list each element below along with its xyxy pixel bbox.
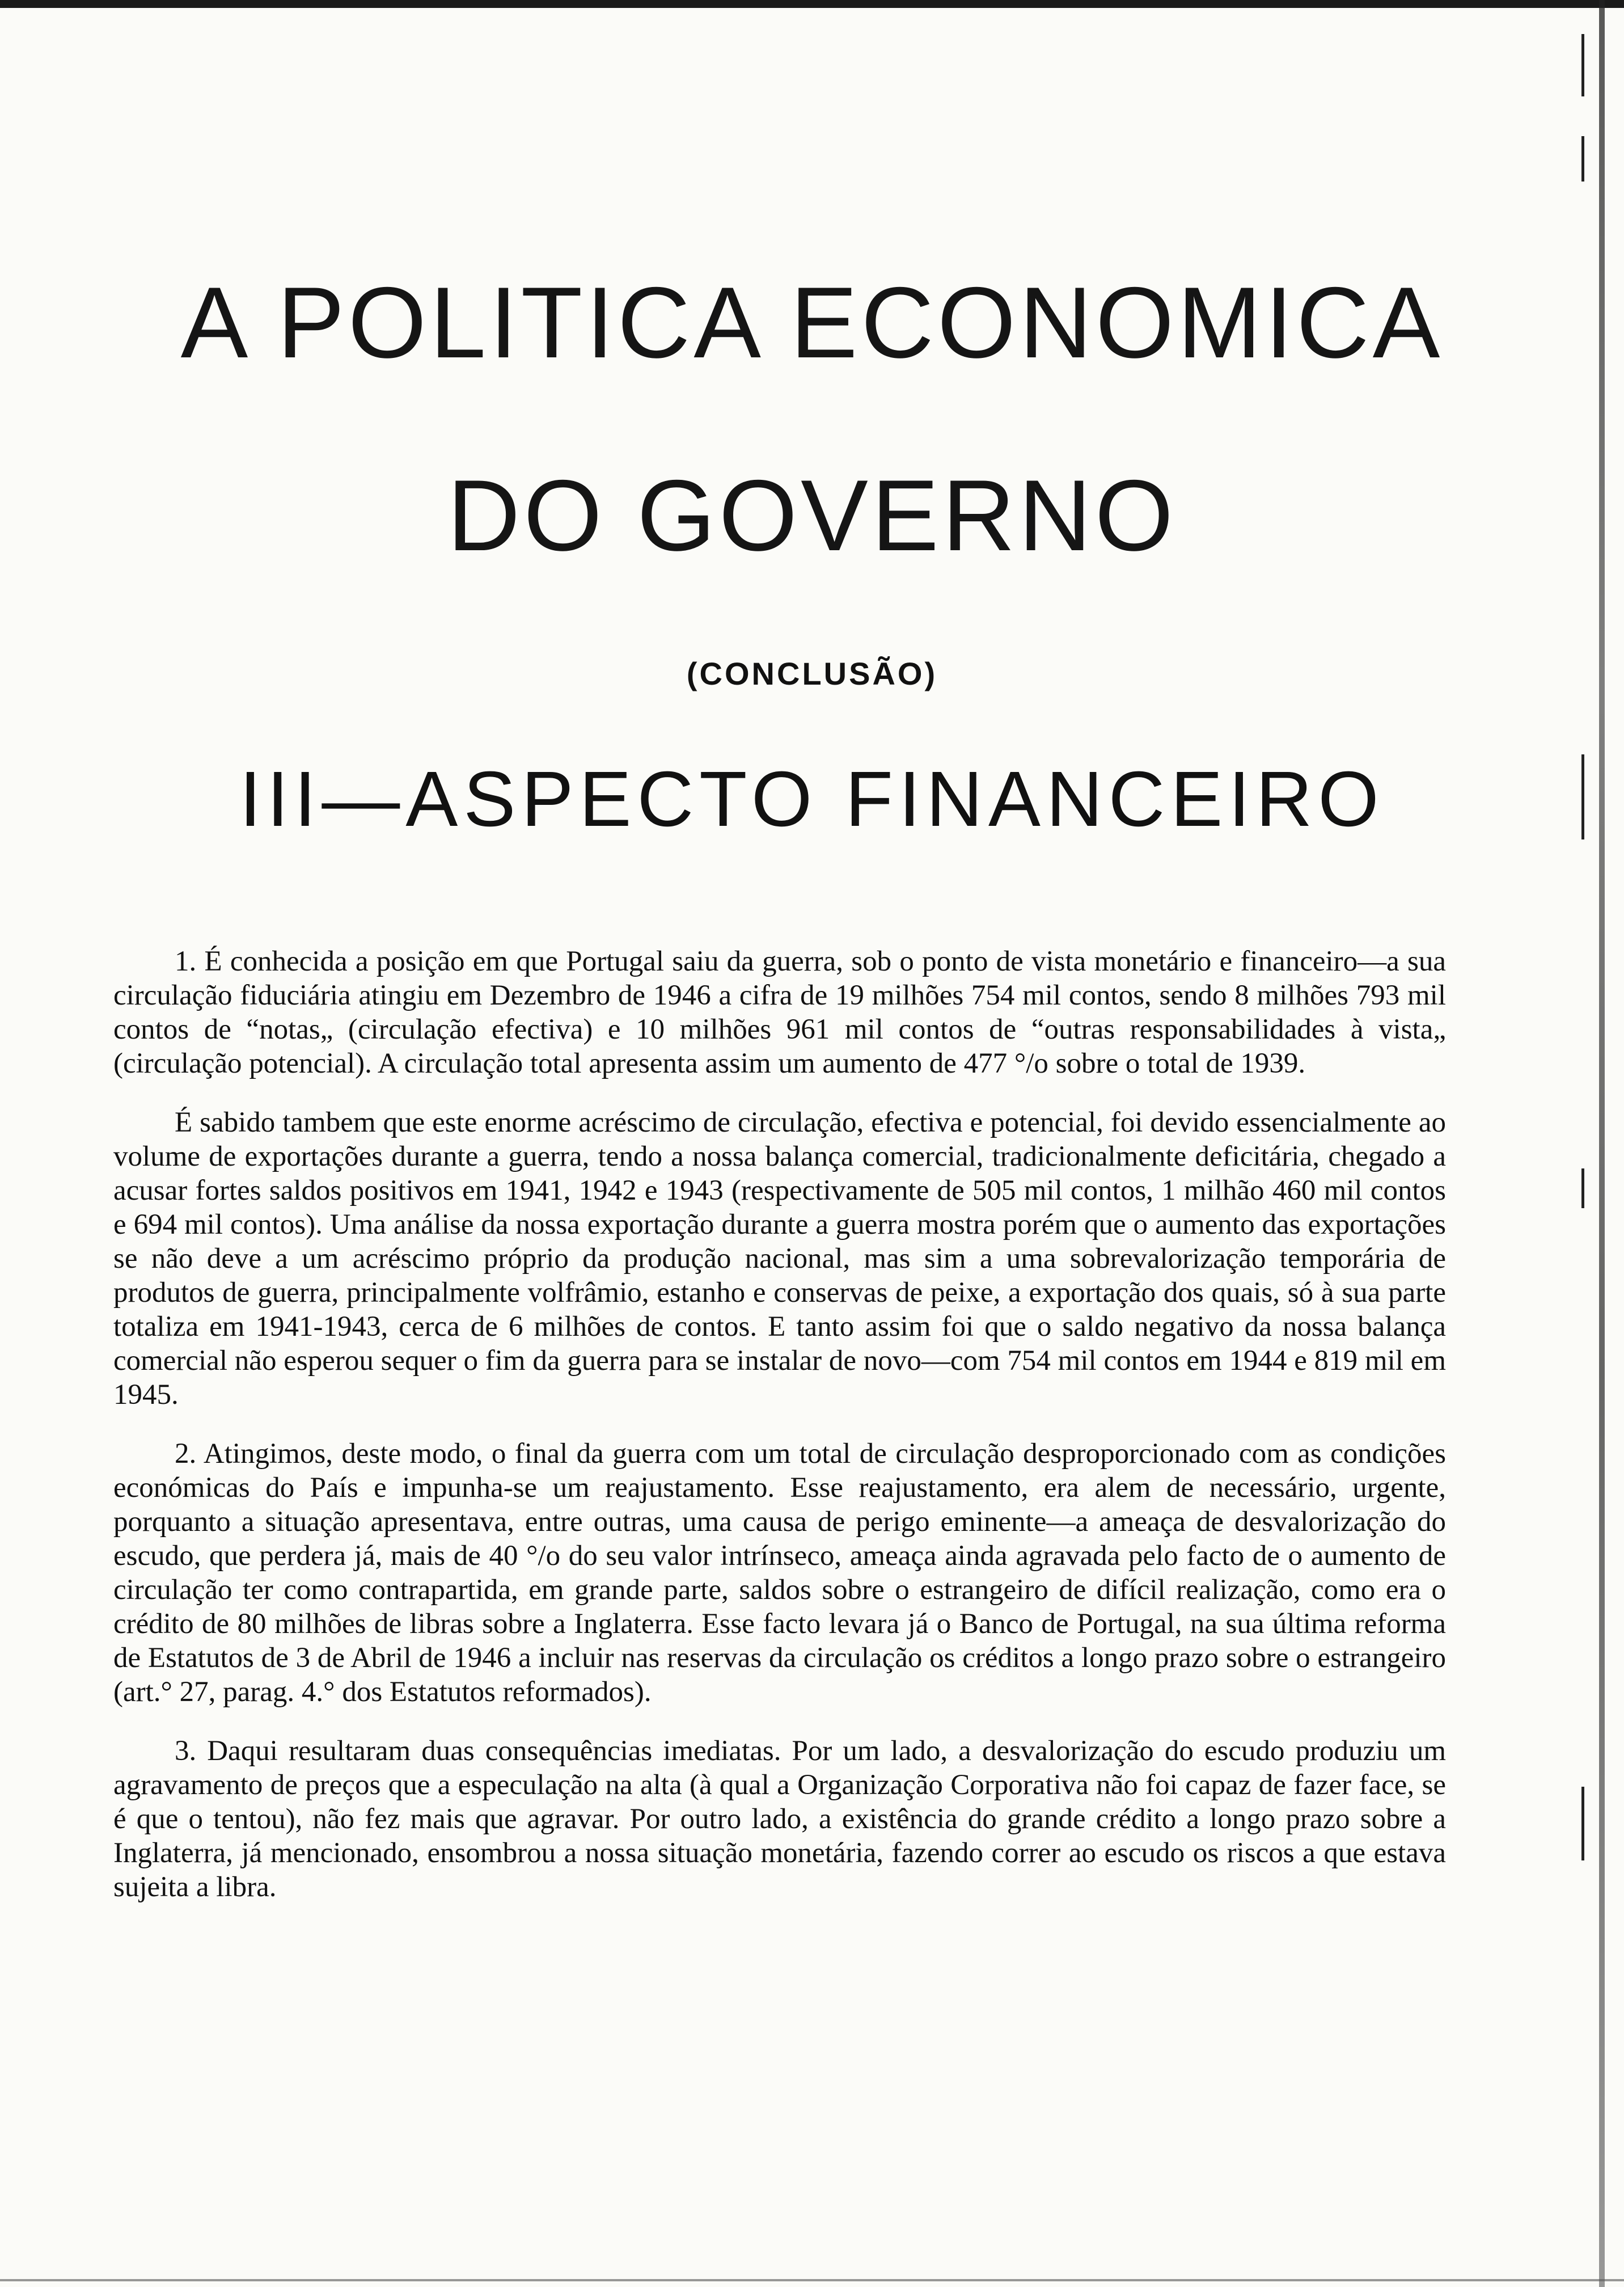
- paragraph-1: 1. É conhecida a posição em que Portugal saiu da guerra, sob o ponto de vista monetário e financeiro—a sua circulação fiduciária atingiu em Dezembro de 1946 a cifra de 19 milhões 754 mil contos, sendo 8 milhões 793 mil contos de “notas„ (circulação efectiva) e 10 milhões 961 mil contos de “outras responsabilidades à vista„ (circulação potencial). A circulação total apresenta assim um aumento de 477 °/o sobre o total de 1939.: [113, 946, 1446, 1079]
- article-body: [113, 944, 1446, 1929]
- page-bottom-border: [0, 2279, 1624, 2281]
- margin-mark: [1581, 136, 1584, 182]
- margin-mark: [1581, 34, 1584, 96]
- margin-mark: [1581, 1168, 1584, 1208]
- article-title-line-2: DO GOVERNO: [447, 459, 1177, 572]
- section-heading: III—ASPECTO FINANCEIRO: [239, 756, 1385, 843]
- margin-mark: [1581, 1787, 1584, 1860]
- article-subtitle: (CONCLUSÃO): [686, 656, 938, 691]
- paragraph-3: 2. Atingimos, deste modo, o final da guerra com um total de circulação desproporcionado com as condições económicas do País e impunha-se um reajustamento. Esse reajustamento, era alem de necessário, urgente, porquanto a situação apresentava, entre outras, uma causa de perigo eminente—a ameaça de desvalorização do escudo, que perdera já, mais de 40 °/o do seu valor intrínseco, ameaça ainda agravada pelo facto de o aumento de circulação ter como contrapartida, em grande parte, saldos sobre o estrangeiro de difícil realização, como era o crédito de 80 milhões de libras sobre a Inglaterra. Esse facto levara já o Banco de Portugal, na sua última reforma de Estatutos de 3 de Abril de 1946 a incluir nas reservas da circulação os créditos a longo prazo sobre o estrangeiro (art.° 27, parag. 4.° dos Estatutos reformados).: [113, 1438, 1446, 1708]
- page-top-border: [0, 0, 1624, 8]
- article-title-line-1: A POLITICA ECONOMICA: [180, 266, 1444, 379]
- paragraph-2: É sabido tambem que este enorme acréscimo de circulação, efectiva e potencial, foi devido essencialmente ao volume de exportações durante a guerra, tendo a nossa balança comercial, tradicionalmente deficitária, chegado a acusar fortes saldos positivos em 1941, 1942 e 1943 (respectivamente de 505 mil contos, 1 milhão 460 mil contos e 694 mil contos). Uma análise da nossa exportação durante a guerra mostra porém que o aumento das exportações se não deve a um acréscimo próprio da produção nacional, mas sim a uma sobrevalorização temporária de produtos de guerra, principalmente volfrâmio, estanho e conservas de peixe, a exportação dos quais, só à sua parte totaliza em 1941-1943, cerca de 6 milhões de contos. E tanto assim foi que o saldo negativo da nossa balança comercial não esperou sequer o fim da guerra para se instalar de novo—com 754 mil contos em 1944 e 819 mil em 1945.: [113, 1107, 1446, 1411]
- paragraph-4: 3. Daqui resultaram duas consequências imediatas. Por um lado, a desvalorização do escudo produziu um agravamento de preços que a especulação na alta (à qual a Organização Corporativa não foi capaz de fazer face, se é que o tentou), não fez mais que agravar. Por outro lado, a existência do grande crédito a longo prazo sobre a Inglaterra, já mencionado, ensombrou a nossa situação monetária, fazendo correr ao escudo os riscos a que estava sujeita a libra.: [113, 1735, 1446, 1903]
